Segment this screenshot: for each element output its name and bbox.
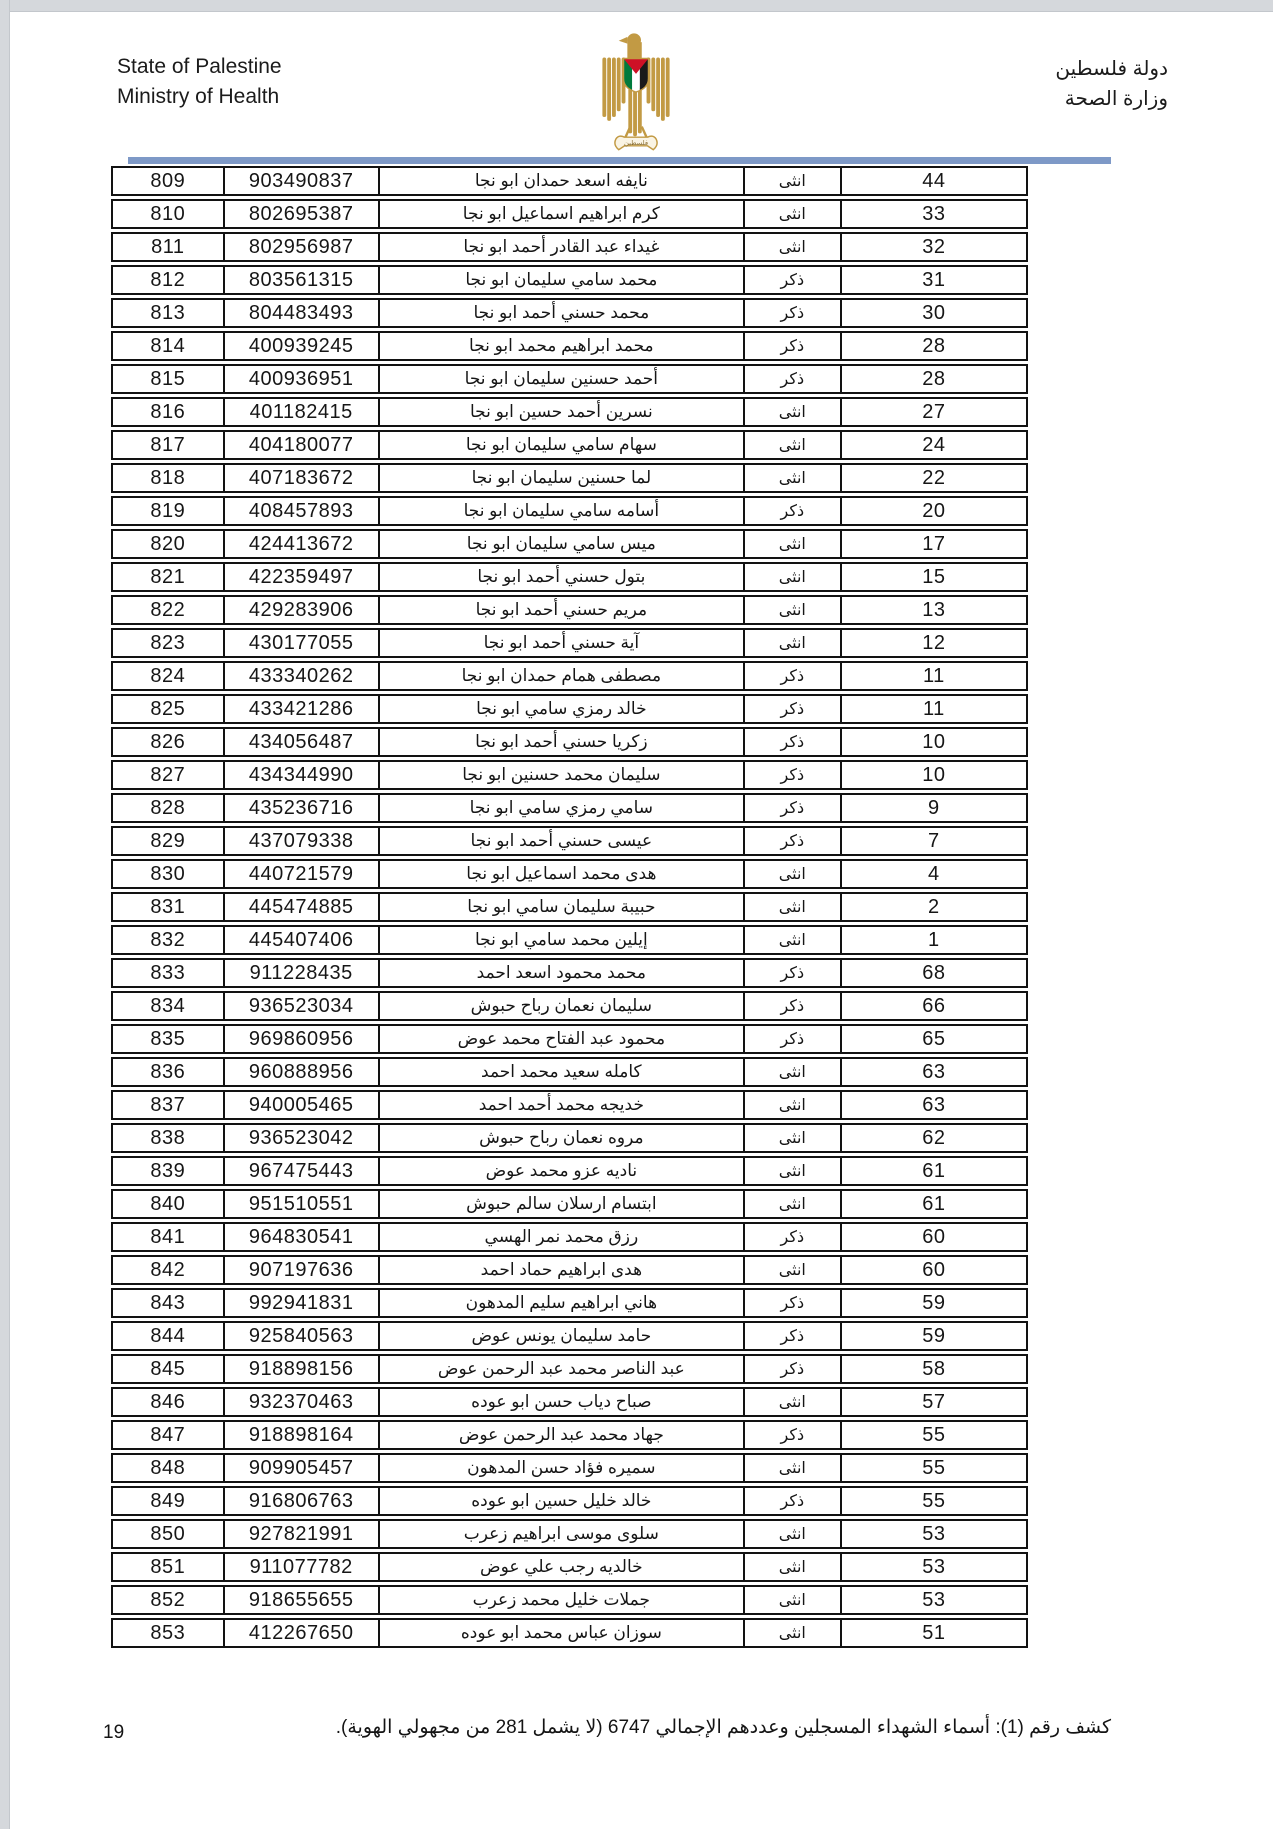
name-cell: مروه نعمان رباح حبوش [378,1125,743,1151]
age-cell: 57 [840,1389,1026,1415]
name-cell: رزق محمد نمر الهسي [378,1224,743,1250]
serial-cell: 830 [150,862,186,885]
age-cell: 9 [840,795,1026,821]
gender-cell: ذكر [743,762,840,788]
serial-cell: 851 [150,1555,186,1578]
table-row [111,1387,1028,1417]
serial-cell: 810 [150,202,186,225]
name-cell: أحمد حسنين سليمان ابو نجا [378,366,743,392]
gender-cell: ذكر [743,333,840,359]
age-cell: 53 [840,1587,1026,1613]
gender-cell: انثى [743,531,840,557]
serial-cell: 823 [150,631,186,654]
age-cell: 55 [840,1488,1026,1514]
gender-cell: انثى [743,630,840,656]
gender-cell: انثى [743,1455,840,1481]
id-number-cell: 430177055 [223,630,378,656]
id-number-cell: 918898156 [223,1356,378,1382]
serial-cell: 841 [150,1225,186,1248]
age-cell: 2 [840,894,1026,920]
gender-cell: انثى [743,1257,840,1283]
name-cell: زكريا حسني أحمد ابو نجا [378,729,743,755]
name-cell: كرم ابراهيم اسماعيل ابو نجا [378,201,743,227]
id-number-cell: 964830541 [223,1224,378,1250]
serial-cell: 845 [150,1357,186,1380]
serial-cell: 827 [150,763,186,786]
age-cell: 61 [840,1191,1026,1217]
age-cell: 28 [840,333,1026,359]
arabic-state-text: دولة فلسطين [1055,58,1168,80]
table-row [111,958,1028,988]
header-divider-rule [128,157,1111,164]
header-english [117,52,282,112]
name-cell: حامد سليمان يونس عوض [378,1323,743,1349]
name-cell: عيسى حسني أحمد ابو نجا [378,828,743,854]
id-number-cell: 404180077 [223,432,378,458]
age-cell: 33 [840,201,1026,227]
id-number-cell: 927821991 [223,1521,378,1547]
serial-cell: 832 [150,928,186,951]
name-cell: خالديه رجب علي عوض [378,1554,743,1580]
table-row [111,1519,1028,1549]
age-cell: 24 [840,432,1026,458]
gender-cell: ذكر [743,1026,840,1052]
id-number-cell: 932370463 [223,1389,378,1415]
table-row [111,859,1028,889]
name-cell: نسرين أحمد حسين ابو نجا [378,399,743,425]
serial-cell: 809 [150,169,186,192]
flag-shield-icon [624,58,649,92]
table-row [111,1156,1028,1186]
id-number-cell: 936523042 [223,1125,378,1151]
gender-cell: ذكر [743,1224,840,1250]
table-row [111,892,1028,922]
id-number-cell: 992941831 [223,1290,378,1316]
name-cell: نايفه اسعد حمدان ابو نجا [378,168,743,194]
gender-cell: انثى [743,168,840,194]
age-cell: 11 [840,663,1026,689]
banner-text: فلسطين [623,139,649,147]
gender-cell: ذكر [743,729,840,755]
id-number-cell: 433340262 [223,663,378,689]
table-row [111,925,1028,955]
arabic-ministry-text: وزارة الصحة [1064,88,1168,110]
serial-cell: 820 [150,532,186,555]
name-cell: خالد رمزي سامي ابو نجا [378,696,743,722]
age-cell: 22 [840,465,1026,491]
table-row [111,463,1028,493]
serial-cell: 811 [151,235,185,258]
table-row [111,1189,1028,1219]
id-number-cell: 802695387 [223,201,378,227]
gender-cell: ذكر [743,366,840,392]
id-number-cell: 400939245 [223,333,378,359]
gender-cell: انثى [743,927,840,953]
table-row [111,1288,1028,1318]
table-row [111,331,1028,361]
table-row [111,199,1028,229]
serial-cell: 834 [150,994,186,1017]
age-cell: 1 [840,927,1026,953]
id-number-cell: 911228435 [223,960,378,986]
table-row [111,1057,1028,1087]
gender-cell: انثى [743,1158,840,1184]
gender-cell: ذكر [743,828,840,854]
age-cell: 12 [840,630,1026,656]
serial-cell: 838 [150,1126,186,1149]
age-cell: 13 [840,597,1026,623]
gender-cell: ذكر [743,1422,840,1448]
id-number-cell: 967475443 [223,1158,378,1184]
table-row [111,760,1028,790]
name-cell: بتول حسني أحمد ابو نجا [378,564,743,590]
age-cell: 60 [840,1224,1026,1250]
serial-cell: 850 [150,1522,186,1545]
gender-cell: ذكر [743,1323,840,1349]
serial-cell: 853 [150,1621,186,1644]
serial-cell: 840 [150,1192,186,1215]
ministry-of-health-text: Ministry of Health [117,85,280,108]
gender-cell: انثى [743,1125,840,1151]
table-row [111,397,1028,427]
scan-edge-top [0,0,1273,12]
serial-cell: 819 [150,499,186,522]
table-row [111,1255,1028,1285]
age-cell: 44 [840,168,1026,194]
name-cell: سامي رمزي سامي ابو نجا [378,795,743,821]
id-number-cell: 434344990 [223,762,378,788]
id-number-cell: 435236716 [223,795,378,821]
age-cell: 30 [840,300,1026,326]
table-row [111,265,1028,295]
age-cell: 7 [840,828,1026,854]
age-cell: 20 [840,498,1026,524]
id-number-cell: 445407406 [223,927,378,953]
name-cell: عبد الناصر محمد عبد الرحمن عوض [378,1356,743,1382]
id-number-cell: 440721579 [223,861,378,887]
gender-cell: ذكر [743,993,840,1019]
name-cell: صباح دياب حسن ابو عوده [378,1389,743,1415]
table-row [111,1453,1028,1483]
name-cell: خالد خليل حسين ابو عوده [378,1488,743,1514]
id-number-cell: 408457893 [223,498,378,524]
table-row [111,793,1028,823]
age-cell: 66 [840,993,1026,1019]
gender-cell: انثى [743,1620,840,1646]
table-row [111,1123,1028,1153]
name-cell: محمد سامي سليمان ابو نجا [378,267,743,293]
table-row [111,232,1028,262]
name-cell: ابتسام ارسلان سالم حبوش [378,1191,743,1217]
age-cell: 11 [840,696,1026,722]
gender-cell: انثى [743,861,840,887]
age-cell: 28 [840,366,1026,392]
serial-cell: 844 [150,1324,186,1347]
state-of-palestine-text: State of Palestine [117,55,282,78]
gender-cell: انثى [743,465,840,491]
gender-cell: ذكر [743,795,840,821]
serial-cell: 849 [150,1489,186,1512]
gender-cell: انثى [743,201,840,227]
serial-cell: 846 [150,1390,186,1413]
id-number-cell: 804483493 [223,300,378,326]
gender-cell: ذكر [743,498,840,524]
age-cell: 58 [840,1356,1026,1382]
scan-edge-left [0,0,10,1829]
palestine-coat-of-arms-icon [588,30,684,158]
name-cell: ناديه عزو محمد عوض [378,1158,743,1184]
serial-cell: 843 [150,1291,186,1314]
age-cell: 68 [840,960,1026,986]
gender-cell: ذكر [743,960,840,986]
gender-cell: انثى [743,1191,840,1217]
name-cell: هدى ابراهيم حماد احمد [378,1257,743,1283]
id-number-cell: 803561315 [223,267,378,293]
gender-cell: انثى [743,1092,840,1118]
name-cell: ميس سامي سليمان ابو نجا [378,531,743,557]
name-cell: سهام سامي سليمان ابو نجا [378,432,743,458]
id-number-cell: 802956987 [223,234,378,260]
age-cell: 61 [840,1158,1026,1184]
table-row [111,430,1028,460]
id-number-cell: 434056487 [223,729,378,755]
serial-cell: 818 [150,466,186,489]
id-number-cell: 918655655 [223,1587,378,1613]
age-cell: 53 [840,1554,1026,1580]
table-row [111,1486,1028,1516]
gender-cell: ذكر [743,1356,840,1382]
name-cell: غيداء عبد القادر أحمد ابو نجا [378,234,743,260]
id-number-cell: 433421286 [223,696,378,722]
table-row [111,562,1028,592]
serial-cell: 847 [150,1423,186,1446]
martyrs-table [111,166,1028,1651]
name-cell: لما حسنين سليمان ابو نجا [378,465,743,491]
table-row [111,529,1028,559]
table-row [111,1420,1028,1450]
table-row [111,991,1028,1021]
age-cell: 27 [840,399,1026,425]
name-cell: جهاد محمد عبد الرحمن عوض [378,1422,743,1448]
name-cell: سليمان محمد حسنين ابو نجا [378,762,743,788]
serial-cell: 842 [150,1258,186,1281]
name-cell: محمود عبد الفتاح محمد عوض [378,1026,743,1052]
age-cell: 65 [840,1026,1026,1052]
id-number-cell: 445474885 [223,894,378,920]
id-number-cell: 429283906 [223,597,378,623]
name-cell: مصطفى همام حمدان ابو نجا [378,663,743,689]
id-number-cell: 412267650 [223,1620,378,1646]
table-row [111,727,1028,757]
age-cell: 10 [840,762,1026,788]
name-cell: سوزان عباس محمد ابو عوده [378,1620,743,1646]
table-row [111,364,1028,394]
gender-cell: ذكر [743,300,840,326]
age-cell: 60 [840,1257,1026,1283]
gender-cell: انثى [743,1389,840,1415]
gender-cell: انثى [743,1554,840,1580]
gender-cell: ذكر [743,267,840,293]
name-cell: إيلين محمد سامي ابو نجا [378,927,743,953]
age-cell: 63 [840,1059,1026,1085]
id-number-cell: 960888956 [223,1059,378,1085]
id-number-cell: 424413672 [223,531,378,557]
serial-cell: 829 [150,829,186,852]
id-number-cell: 916806763 [223,1488,378,1514]
serial-cell: 839 [150,1159,186,1182]
id-number-cell: 911077782 [223,1554,378,1580]
table-row [111,1222,1028,1252]
name-cell: محمد محمود اسعد احمد [378,960,743,986]
table-row [111,628,1028,658]
gender-cell: انثى [743,432,840,458]
age-cell: 17 [840,531,1026,557]
id-number-cell: 903490837 [223,168,378,194]
age-cell: 53 [840,1521,1026,1547]
serial-cell: 828 [150,796,186,819]
id-number-cell: 969860956 [223,1026,378,1052]
age-cell: 32 [840,234,1026,260]
age-cell: 4 [840,861,1026,887]
gender-cell: انثى [743,894,840,920]
serial-cell: 837 [150,1093,186,1116]
table-row [111,1024,1028,1054]
name-cell: أسامه سامي سليمان ابو نجا [378,498,743,524]
table-row [111,166,1028,196]
serial-cell: 835 [150,1027,186,1050]
name-cell: آية حسني أحمد ابو نجا [378,630,743,656]
table-row [111,1321,1028,1351]
serial-cell: 848 [150,1456,186,1479]
table-row [111,496,1028,526]
age-cell: 63 [840,1092,1026,1118]
name-cell: جملات خليل محمد زعرب [378,1587,743,1613]
name-cell: حبيبة سليمان سامي ابو نجا [378,894,743,920]
gender-cell: انثى [743,234,840,260]
name-cell: سلوى موسى ابراهيم زعرب [378,1521,743,1547]
age-cell: 59 [840,1323,1026,1349]
table-row [111,298,1028,328]
serial-cell: 817 [150,433,186,456]
gender-cell: انثى [743,564,840,590]
serial-cell: 813 [150,301,186,324]
serial-cell: 852 [150,1588,186,1611]
table-row [111,1618,1028,1648]
serial-cell: 814 [150,334,186,357]
id-number-cell: 907197636 [223,1257,378,1283]
banner-ribbon-icon [615,136,657,150]
serial-cell: 812 [150,268,186,291]
name-cell: كامله سعيد محمد احمد [378,1059,743,1085]
id-number-cell: 400936951 [223,366,378,392]
age-cell: 55 [840,1422,1026,1448]
table-row [111,1552,1028,1582]
gender-cell: انثى [743,1059,840,1085]
serial-cell: 816 [150,400,186,423]
name-cell: محمد ابراهيم محمد ابو نجا [378,333,743,359]
age-cell: 55 [840,1455,1026,1481]
gender-cell: ذكر [743,696,840,722]
age-cell: 31 [840,267,1026,293]
serial-cell: 824 [150,664,186,687]
gender-cell: انثى [743,399,840,425]
age-cell: 15 [840,564,1026,590]
id-number-cell: 940005465 [223,1092,378,1118]
serial-cell: 815 [150,367,186,390]
id-number-cell: 918898164 [223,1422,378,1448]
gender-cell: ذكر [743,1488,840,1514]
gender-cell: انثى [743,1521,840,1547]
id-number-cell: 936523034 [223,993,378,1019]
table-row [111,826,1028,856]
name-cell: هاني ابراهيم سليم المدهون [378,1290,743,1316]
footer-caption: كشف رقم (1): أسماء الشهداء المسجلين وعددهم الإجمالي 6747 (لا يشمل 281 من مجهولي الهوية). [335,1717,1111,1738]
page-number: 19 [103,1722,125,1743]
header-arabic [1055,54,1168,114]
serial-cell: 836 [150,1060,186,1083]
name-cell: مريم حسني أحمد ابو نجا [378,597,743,623]
age-cell: 10 [840,729,1026,755]
age-cell: 59 [840,1290,1026,1316]
id-number-cell: 951510551 [223,1191,378,1217]
name-cell: هدى محمد اسماعيل ابو نجا [378,861,743,887]
serial-cell: 831 [150,895,186,918]
name-cell: محمد حسني أحمد ابو نجا [378,300,743,326]
name-cell: سميره فؤاد حسن المدهون [378,1455,743,1481]
id-number-cell: 909905457 [223,1455,378,1481]
gender-cell: انثى [743,1587,840,1613]
gender-cell: انثى [743,597,840,623]
serial-cell: 821 [150,565,186,588]
age-cell: 62 [840,1125,1026,1151]
table-row [111,694,1028,724]
gender-cell: ذكر [743,663,840,689]
name-cell: خديجه محمد أحمد احمد [378,1092,743,1118]
table-row [111,595,1028,625]
id-number-cell: 401182415 [223,399,378,425]
age-cell: 51 [840,1620,1026,1646]
serial-cell: 826 [150,730,186,753]
table-row [111,1354,1028,1384]
table-row [111,661,1028,691]
table-row [111,1585,1028,1615]
gender-cell: ذكر [743,1290,840,1316]
serial-cell: 825 [150,697,186,720]
serial-cell: 822 [150,598,186,621]
id-number-cell: 925840563 [223,1323,378,1349]
table-row [111,1090,1028,1120]
id-number-cell: 422359497 [223,564,378,590]
id-number-cell: 407183672 [223,465,378,491]
serial-cell: 833 [150,961,186,984]
name-cell: سليمان نعمان رباح حبوش [378,993,743,1019]
id-number-cell: 437079338 [223,828,378,854]
